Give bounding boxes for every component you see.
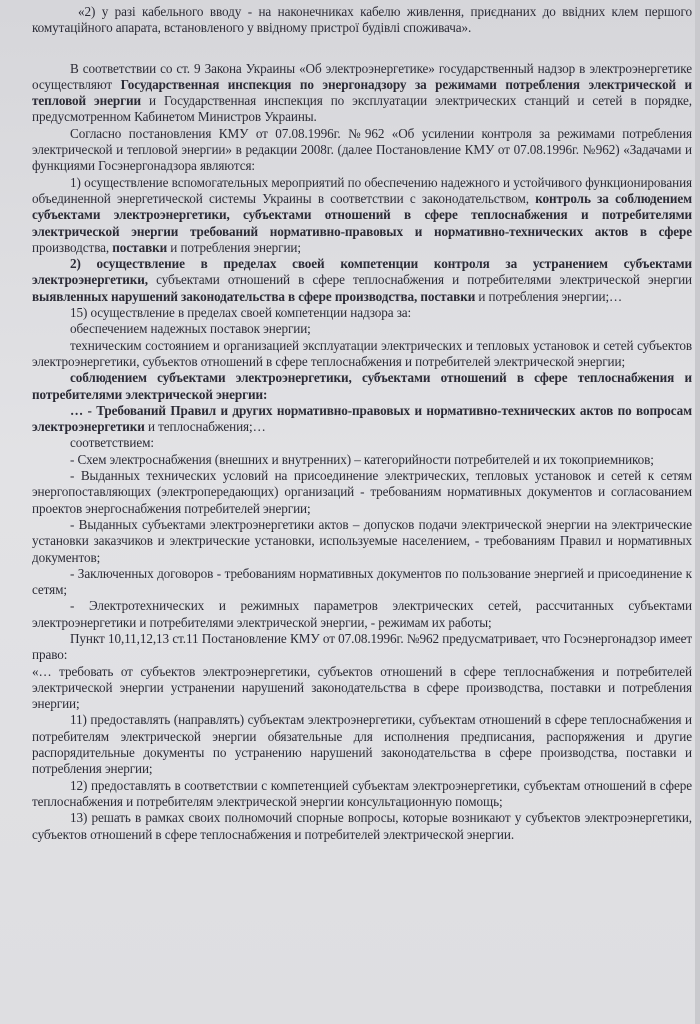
paragraph — [32, 664, 692, 713]
paragraph — [32, 452, 692, 468]
text-run: «2) у разі кабельного вводу - на наконечниках кабелю живлення, приєднаних до ввідних клем першого комутаційного апарата, встановленого у ввідному пристрої будівлі споживача». — [32, 4, 692, 36]
paragraph — [32, 517, 692, 566]
text-run: 13) решать в рамках своих полномочий спорные вопросы, которые возникают у субъектов электроэнергетики, субъектов отношений в сфере теплоснабжения и потребителей электрической энергии. — [32, 810, 692, 842]
text-run: и теплоснабжения;… — [144, 419, 266, 435]
text-run: техническим состоянием и организацией эксплуатации электрических и тепловых установок и сетей субъектов электроэнергетики, субъектов отношений в сфере теплоснабжения и потребителей электрической энергии; — [32, 337, 692, 369]
paragraph — [32, 566, 692, 599]
text-run: 15) осуществление в пределах своей компетенции надзора за: — [70, 305, 412, 321]
text-run: - Схем электроснабжения (внешних и внутренних) – категорийности потребителей и их токоприемников; — [70, 451, 654, 467]
text-run: и потребления энергии;… — [475, 288, 623, 304]
paragraph — [32, 256, 692, 305]
text-run: 1) осуществление вспомогательных мероприятий по обеспечению надежного и устойчивого функционирования объединенной энергетической системы Украины в соответствии с законодательством, — [32, 174, 692, 206]
text-run: - Выданных технических условий на присоединение электрических, тепловых установок и сетей к сетям энергопоставляющих (электропередающих) организаций - требованиям нормативных документов и согласованием проектов энергоснабжения потребителей энергии; — [32, 468, 692, 516]
text-run: «… требовать от субъектов электроэнергетики, субъектов отношений в сфере теплоснабжения и потребителей электрической энергии устранении нарушений законодательства в сфере производства, поставки и потребления энергии; — [32, 663, 692, 712]
paragraph — [32, 61, 692, 126]
paragraph — [32, 712, 692, 777]
paragraph — [32, 810, 692, 843]
paragraph — [32, 403, 692, 436]
text-run: и Государственная инспекция по эксплуатации электрических станций и сетей в порядке, предусмотренном Кабинетом Министров Украины. — [32, 93, 692, 125]
page-edge — [695, 0, 700, 1024]
text-run: 11) предоставлять (направлять) субъектам электроэнергетики, субъектам отношений в сфере теплоснабжения и потребителям электрической энергии обязательные для исполнения предписания, распоряжения и другие распорядительные документы по устранению нарушений законодательства в сфере производства, поставки и потребления энергии; — [32, 712, 692, 777]
paragraph — [32, 338, 692, 371]
paragraph — [32, 468, 692, 517]
text-run: - Заключенных договоров - требованиям нормативных документов по пользование энергией и присоединение к сетям; — [32, 565, 692, 598]
bold-text-run: Государственная инспекция по энергонадзору за режимами потребления электрической и тепловой энергии — [32, 76, 692, 109]
bold-text-run: контроль за соблюдением субъектами электроэнергетики, субъектами отношений в сфере теплоснабжения и потребителями электрической энергии требований нормативно-правовых и нормативно-технических актов в сфере — [32, 190, 692, 239]
text-run: соответствием: — [70, 435, 154, 451]
text-run: - Электротехнических и режимных параметров электрических сетей, рассчитанных субъектами электроэнергетики и потребителями электрической энергии, - режимам их работы; — [32, 598, 692, 630]
text-run: - Выданных субъектами электроэнергетики актов – допусков подачи электрической энергии на электрические установки заказчиков и электрические установки, используемые населением, - требованиям Правил и нормативных документов; — [32, 516, 692, 565]
paragraph — [32, 631, 692, 664]
paragraph — [32, 778, 692, 811]
text-run: Согласно постановления КМУ от 07.08.1996г. №962 «Об усилении контроля за режимами потребления электрической и тепловой энергии» в редакции 2008г. (далее Постановление КМУ от 07.08.1996г. №962) «Задачами и функциями Госэнергонадзора являются: — [32, 125, 692, 174]
paragraph — [32, 4, 692, 37]
paragraph — [32, 370, 692, 403]
paragraph-spacer — [32, 37, 692, 61]
paragraph — [32, 598, 692, 631]
text-run: Пункт 10,11,12,13 ст.11 Постановление КМУ от 07.08.1996г. №962 предусматривает, что Госэнергонадзор имеет право: — [32, 630, 692, 663]
bold-text-run: поставки — [112, 239, 168, 255]
paragraph — [32, 175, 692, 256]
text-run: и потребления энергии; — [167, 239, 301, 255]
paragraph — [32, 305, 692, 321]
paragraph — [32, 435, 692, 451]
bold-text-run: соблюдением субъектами электроэнергетики, субъектами отношений в сфере теплоснабжения и потребителями электрической энергии: — [32, 370, 692, 402]
paragraph — [32, 126, 692, 175]
text-run: производства, — [32, 239, 113, 255]
bold-text-run: 2) осуществление в пределах своей компетенции контроля за устранением субъектами электроэнергетики, — [32, 256, 692, 288]
bold-text-run: выявленных нарушений законодательства в сфере производства, поставки — [32, 288, 476, 304]
text-run: обеспечением надежных поставок энергии; — [70, 321, 311, 337]
text-run: В соответствии со ст. 9 Закона Украины «Об электроэнергетике» государственный надзор в электроэнергетике осуществляют — [32, 60, 692, 92]
paragraph — [32, 321, 692, 337]
text-run: 12) предоставлять в соответствии с компетенцией субъектам электроэнергетики, субъектам отношений в сфере теплоснабжения и потребителям электрической энергии консультационную помощь; — [32, 777, 692, 809]
text-run: субъектами отношений в сфере теплоснабжения и потребителями электрической энергии — [147, 272, 692, 288]
bold-text-run: … - Требований Правил и других нормативно-правовых и нормативно-технических актов по вопросам электроэнергетики — [32, 402, 692, 435]
